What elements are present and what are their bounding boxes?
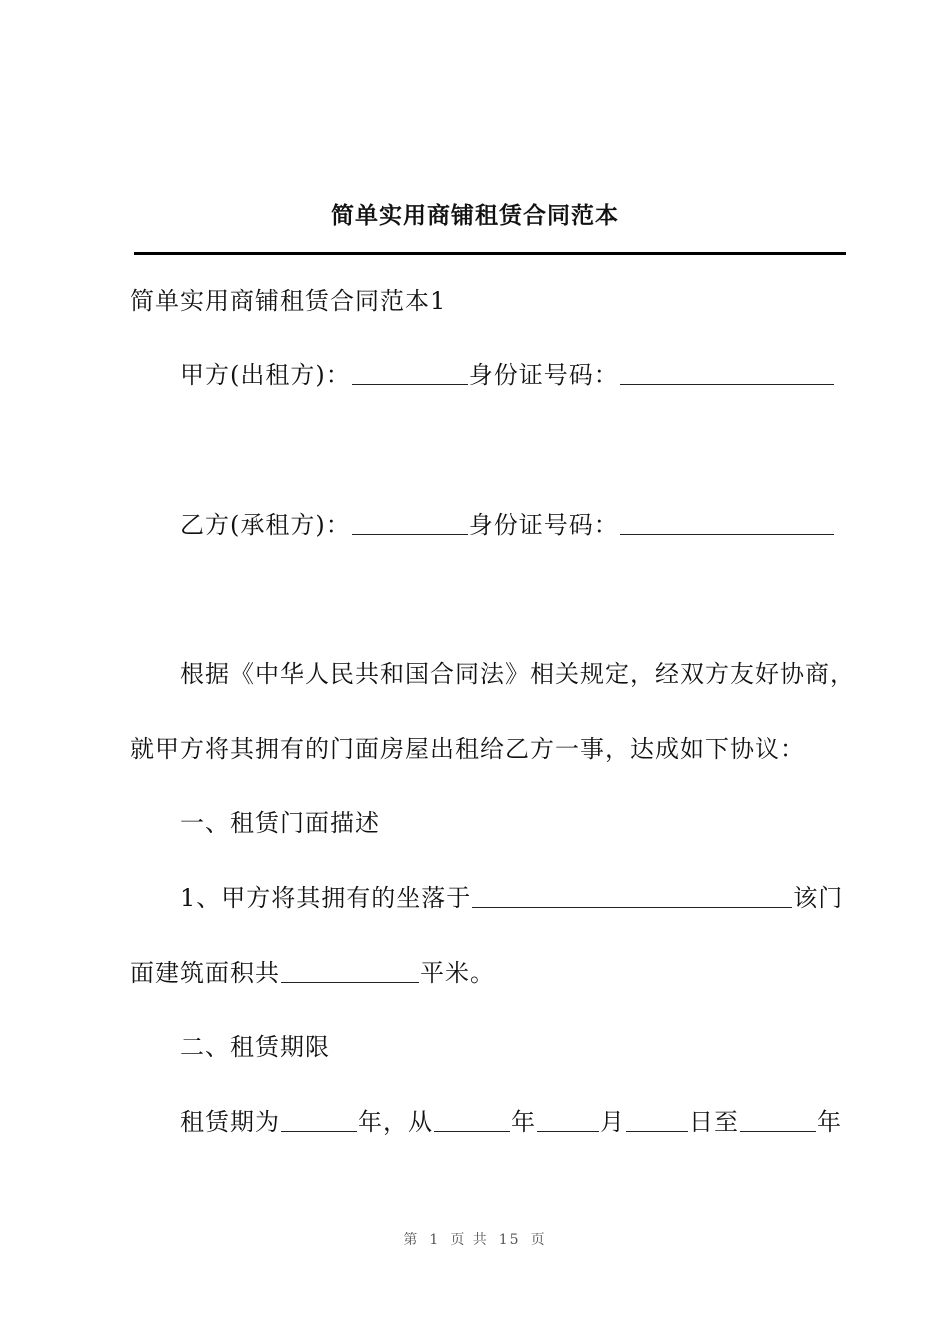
party-a-name-blank [352,383,468,385]
page-footer [0,1229,950,1249]
area-blank [281,981,419,983]
footer-page-of: 页 共 [450,1232,489,1248]
term-prefix: 租赁期为 [180,1108,280,1136]
area-prefix: 面建筑面积共 [130,959,280,987]
document-title: 简单实用商铺租赁合同范本 [331,203,619,229]
item-1-line-1 [180,878,843,913]
section-2-heading: 二、租赁期限 [180,1033,330,1061]
party-a-label: 甲方(出租方)： [180,361,351,389]
party-a-id-label: 身份证号码： [468,361,619,389]
term-day-to: 日至 [689,1108,739,1136]
footer-page-number: 1 [429,1232,441,1248]
party-b-label: 乙方(承租方)： [180,511,351,539]
party-a-id-blank [620,383,834,385]
start-month-blank [537,1130,599,1132]
start-day-blank [626,1130,688,1132]
term-month-label: 月 [600,1108,625,1136]
item-1-line-2 [130,953,495,988]
item-1-suffix: 该门 [793,884,844,912]
party-b-line [180,505,835,540]
footer-page-word: 第 [403,1232,420,1248]
party-b-id-blank [620,533,834,535]
party-b-id-label: 身份证号码： [468,511,619,539]
term-line [180,1102,842,1137]
term-year-from: 年，从 [358,1108,433,1136]
term-end-year-label: 年 [817,1108,842,1136]
party-b-name-blank [352,533,468,535]
footer-page-suffix: 页 [530,1232,547,1248]
section-1-heading: 一、租赁门面描述 [180,809,380,837]
end-year-blank [740,1130,816,1132]
term-year-label: 年 [511,1108,536,1136]
preamble-line-2: 就甲方将其拥有的门面房屋出租给乙方一事，达成如下协议： [130,735,805,763]
term-years-blank [281,1130,357,1132]
party-a-line [180,355,835,390]
footer-total-pages: 15 [498,1232,521,1248]
start-year-blank [434,1130,510,1132]
location-blank [472,906,792,908]
title-underline [134,252,846,255]
item-1-prefix: 1、甲方将其拥有的坐落于 [180,884,472,912]
contract-subtitle: 简单实用商铺租赁合同范本1 [130,287,447,315]
preamble-line-1: 根据《中华人民共和国合同法》相关规定，经双方友好协商， [180,660,855,688]
area-suffix: 平米。 [420,959,495,987]
